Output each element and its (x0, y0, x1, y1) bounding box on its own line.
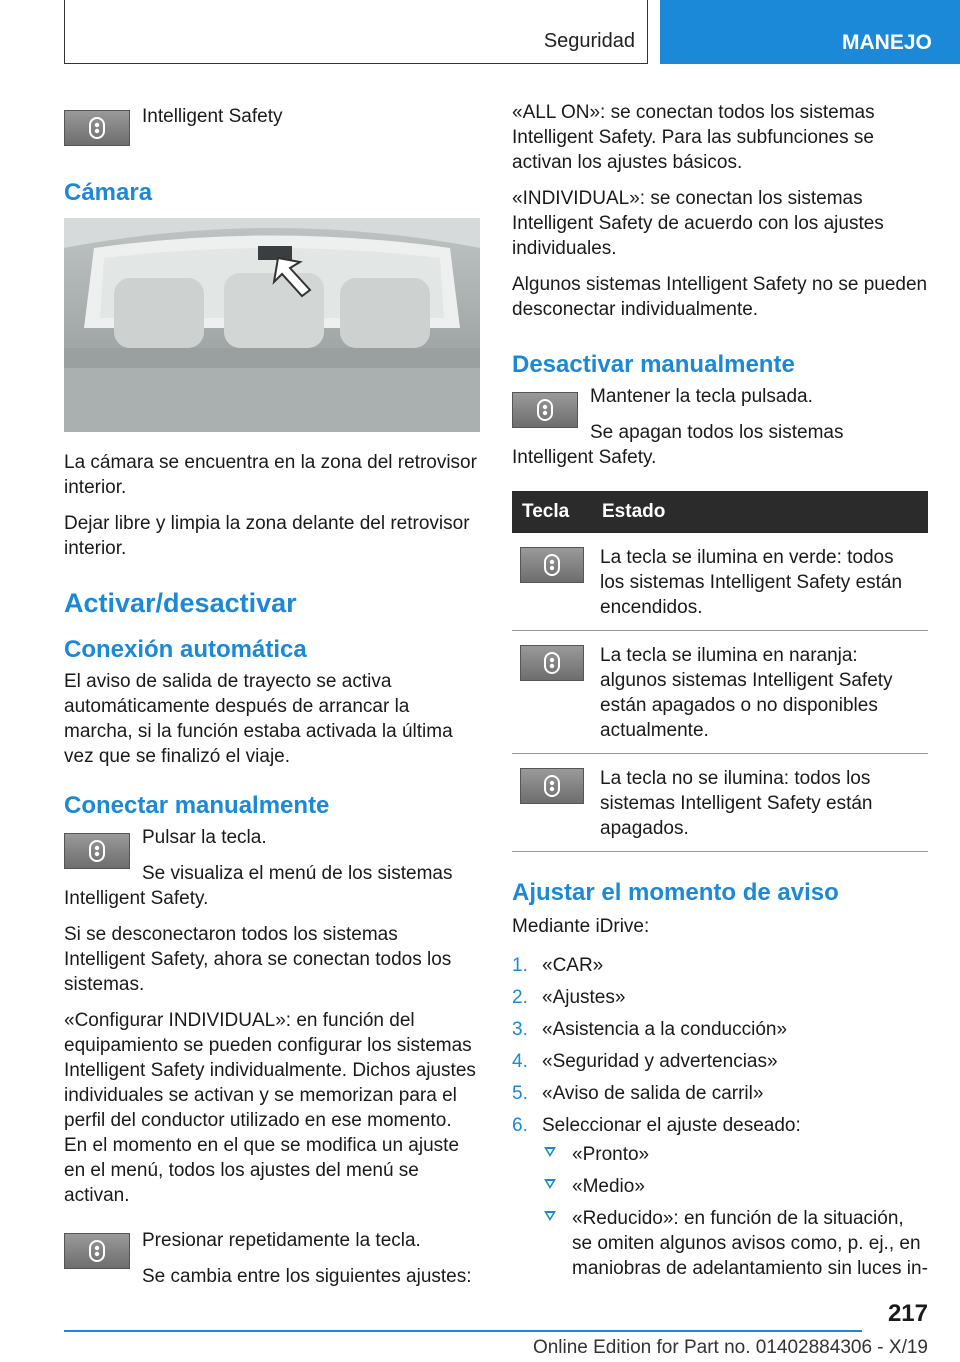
button-off-icon (520, 768, 584, 804)
manual-paragraph-2: Se visualiza el menú de los sistemas Intelligent Safety. (64, 863, 453, 909)
list-item: 6. Seleccionar el ajuste deseado: «Pronto» «Medio» «Reducido»: en función de la situación, se omiten algunos avisos como, p. ej., en maniobras de adelantamiento sin luces in- (512, 1115, 928, 1279)
deactivate-paragraph-1: Mantener la tecla pulsada. (590, 386, 813, 407)
individual-paragraph: «INDIVIDUAL»: se conectan los sistemas Intelligent Safety de acuerdo con los ajustes individuales. (512, 188, 884, 259)
left-column (64, 100, 480, 1300)
intelligent-safety-button-icon (512, 392, 578, 428)
header-chapter-tab[interactable]: MANEJO (660, 0, 960, 64)
camera-paragraph-1: La cámara se encuentra en la zona del retrovisor interior. (64, 452, 477, 498)
adjust-heading: Ajustar el momento de aviso (512, 879, 839, 906)
activate-heading: Activar/desactivar (64, 588, 297, 618)
deactivate-heading: Desactivar manualmente (512, 351, 795, 378)
list-item: «Pronto» (542, 1142, 928, 1167)
table-row (512, 754, 928, 852)
list-item: 1. «CAR» (512, 955, 604, 976)
right-column (512, 100, 928, 1288)
manual-connect-heading: Conectar manualmente (64, 792, 330, 819)
repeat-paragraph-2: Se cambia entre los siguientes ajustes: (142, 1266, 472, 1287)
table-row (512, 533, 928, 631)
intro-label: Intelligent Safety (142, 106, 283, 127)
table-row (512, 631, 928, 754)
table-cell-status: La tecla se ilumina en verde: todos los sistemas Intelligent Safety están encendidos. (592, 533, 928, 631)
footer-divider (64, 1330, 862, 1332)
list-item: «Medio» (542, 1174, 928, 1199)
table-cell-status: La tecla se ilumina en naranja: algunos sistemas Intelligent Safety están apagados o no disponibles actualmente. (592, 631, 928, 754)
status-table (512, 491, 928, 852)
header-frame (64, 0, 648, 64)
auto-connect-heading: Conexión automática (64, 636, 307, 663)
page-number: 217 (887, 1300, 928, 1327)
deactivate-paragraph-2: Se apagan todos los sistemas Intelligent Safety. (512, 422, 844, 468)
auto-connect-paragraph: El aviso de salida de trayecto se activa automáticamente después de arrancar la marcha, si la función estaba activada la última vez que se finalizó el viaje. (64, 671, 453, 767)
list-item: 2. «Ajustes» (512, 987, 626, 1008)
adjust-intro: Mediante iDrive: (512, 916, 650, 937)
intelligent-safety-button-icon (64, 1233, 130, 1269)
table-header-key: Tecla (512, 491, 592, 533)
triangle-bullet-icon (544, 1211, 556, 1221)
manual-paragraph-1: Pulsar la tecla. (142, 827, 267, 848)
button-orange-icon (520, 645, 584, 681)
some-systems-paragraph: Algunos sistemas Intelligent Safety no se pueden desconectar individualmente. (512, 274, 928, 320)
all-on-paragraph: «ALL ON»: se conectan todos los sistemas Intelligent Safety. Para las subfunciones se activan los ajustes básicos. (512, 102, 875, 173)
camera-heading: Cámara (64, 179, 153, 206)
repeat-paragraph-1: Presionar repetidamente la tecla. (142, 1230, 421, 1251)
manual-paragraph-3: Si se desconectaron todos los sistemas Intelligent Safety, ahora se conectan todos los sistemas. (64, 924, 452, 995)
list-item: «Reducido»: en función de la situación, se omiten algunos avisos como, p. ej., en maniobras de adelantamiento sin luces in- (542, 1206, 928, 1281)
intelligent-safety-button-icon (64, 833, 130, 869)
manual-paragraph-4: «Configurar INDIVIDUAL»: en función del equipamiento se pueden configurar los sistemas Intelligent Safety individualmente. Dichos ajustes individuales se activan y se memorizan para el perfil del conductor utilizado en ese momento. En el momento en el que se modifica un ajuste en el menú, todos los ajustes del menú se activan. (64, 1010, 476, 1206)
header-section-title: Seguridad (543, 30, 635, 52)
list-item: 5. «Aviso de salida de carril» (512, 1083, 764, 1104)
list-item: 3. «Asistencia a la conducción» (512, 1019, 788, 1040)
steps-list (512, 953, 928, 1281)
button-green-icon (520, 547, 584, 583)
table-header-status: Estado (592, 491, 928, 533)
table-cell-status: La tecla no se ilumina: todos los sistemas Intelligent Safety están apagados. (592, 754, 928, 852)
camera-paragraph-2: Dejar libre y limpia la zona delante del retrovisor interior. (64, 513, 470, 559)
options-list (542, 1142, 928, 1281)
intelligent-safety-button-icon (64, 110, 130, 146)
footer-edition: Online Edition for Part no. 01402884306 - X/19 (532, 1337, 928, 1358)
camera-photo (64, 218, 480, 432)
list-item: 4. «Seguridad y advertencias» (512, 1051, 778, 1072)
triangle-bullet-icon (544, 1147, 556, 1157)
triangle-bullet-icon (544, 1179, 556, 1189)
